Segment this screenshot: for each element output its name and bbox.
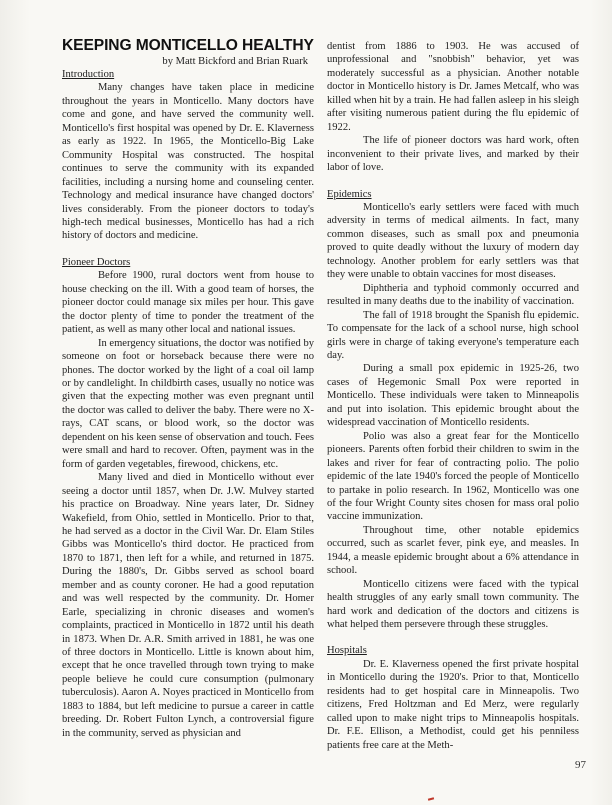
pioneer-paragraph-1: Before 1900, rural doctors went from house to house checking on the ill. With a good team of horses, the pioneer doctor could manage six miles per hour. This gave the doctor plenty of time to ponder the treatment of the patient, as well as many other local and national issues.: [62, 270, 314, 336]
epidemics-paragraph-3: The fall of 1918 brought the Spanish flu epidemic. To compensate for the lack of a school nurse, high school girls were in charge of taking everyone's temperature each day.: [327, 309, 579, 361]
hospitals-paragraph-1: Dr. E. Klaverness opened the first private hospital in Monticello during the 1920's. Prior to that, Monticello residents had to get hospital care in Minneapolis. Two citizens, Fred Holtzman and Ed Merz, were regularly called upon to make night trips to Minneapolis hospitals. Dr. F.E. Ellison, a Methodist, could get his penniless patients free care at the Meth-: [327, 658, 579, 751]
left-column: [62, 38, 314, 740]
introduction-heading: Introduction: [62, 69, 115, 80]
epidemics-paragraph-1: Monticello's early settlers were faced with much adversity in terms of medical ailments. In fact, many common diseases, such as small pox and pneumonia proved to quite deadly without the luxury of modern day technology. Another problem for early settlers was that they were unable to obtain vaccines for most diseases.: [327, 201, 579, 281]
pioneer-paragraph-4: The life of pioneer doctors was hard work, often inconvenient to their private lives, and marked by their labor of love.: [327, 135, 579, 174]
epidemics-paragraph-2: Diphtheria and typhoid commonly occurred and resulted in many deaths due to the inability of vaccination.: [327, 282, 579, 308]
article-byline: by Matt Bickford and Brian Ruark: [162, 56, 308, 67]
page-number: 97: [575, 759, 586, 771]
epidemics-heading: Epidemics: [327, 188, 372, 200]
pioneer-paragraph-3: Many lived and died in Monticello without ever seeing a doctor until 1857, when Dr. J.W. Mulvey started his practice on Broadway. Nine years later, Dr. Sidney Wakefield, from Ohio, settled in Monticello. Prior to that, he had served as a doctor in the Civil War. Dr. Elam Stiles Gibbs was Monticello's third doctor. He practiced from 1870 to 1871, then left for a while, and returned in 1875. During the 1880's, Dr. Gibbs served as school board member and as county coroner. He had a good reputation and was well respected by the community. Dr. Homer Earle, specializing in chronic diseases and women's complaints, practiced in Monticello in 1872 until his death in 1873. When Dr. A.R. Smith arrived in 1881, he was one of three doctors in Monticello. Little is known about him, except that he once travelled through town trying to make people believe he could cure consumption (pulmonary tuberculosis). Aaron A. Noyes practiced in Monticello from 1883 to 1884, but left medicine to pursue a career in cattle breeding. Dr. Robert Fulton Lynch, a controversial figure in the community, served as physician and: [62, 472, 314, 739]
epidemics-paragraph-7: Monticello citizens were faced with the typical health struggles of any early small town community. The hard work and dedication of the doctors and citizens is what helped them persevere through these struggles.: [327, 578, 579, 631]
hospitals-heading: Hospitals: [327, 645, 367, 657]
pioneer-paragraph-3-continued: dentist from 1886 to 1903. He was accused of unprofessional and "snobbish" behavior, yet was moderately successful as a physician. Another notable doctor in Monticello history is Dr. James Metcalf, who was killed when hit by a train. He had fallen asleep in his sleigh after visiting numerous patient during the flu epidemic of 1922.: [327, 41, 579, 133]
introduction-paragraph: Many changes have taken place in medicine throughout the years in Monticello. Many doctors have come and gone, and have served the community well. Monticello's first hospital was opened by Dr. E. Klaverness as early as 1922. In 1965, the Monticello-Big Lake Community Hospital was constructed. The hospital continues to serve the community with its expanded facilities, including a nursing home and counseling center. Technology and medical insurance have changed doctors' lives considerably. From the pioneer doctors to today's high-tech medical businesses, Monticello has had a rich history of doctors and medicine.: [62, 82, 314, 242]
pioneer-doctors-heading: Pioneer Doctors: [62, 256, 131, 268]
article-title: KEEPING MONTICELLO HEALTHY: [62, 37, 314, 54]
right-column: [327, 40, 579, 752]
red-ink-mark: [428, 797, 434, 800]
epidemics-paragraph-6: Throughout time, other notable epidemics occurred, such as scarlet fever, pink eye, and measles. In 1944, a measle epidemic brought about a 6% attendance in school.: [327, 524, 579, 577]
epidemics-paragraph-4: During a small pox epidemic in 1925-26, two cases of Hegemonic Small Pox were reported in Monticello. These individuals were taken to Minneapolis and put into isolation. This epidemic brought about the widespread vaccination of Monticello residents.: [327, 363, 579, 429]
epidemics-paragraph-5: Polio was also a great fear for the Monticello pioneers. Parents often forbid their children to swim in the lakes and river for fear of contracting polio. The polio epidemic of the late 1940's forced the people of Monticello to partake in polio research. In 1962, Monticello was one of the four Wright County sites chosen for mass oral polio vaccine immunization.: [327, 430, 579, 523]
pioneer-paragraph-2: In emergency situations, the doctor was notified by someone on foot or horseback because there were no phones. The doctor worked by the light of a coal oil lamp or by candlelight. In childbirth cases, usually no notice was given that the expecting mother was even pregnant until the doctor was called to deliver the baby. There were no X-rays, CAT scans, or blood work, so the doctor was dependent on his keen sense of observation and touch. Fees were small and hard to recover. Often, payment was in the form of garden vegetables, firewood, chickens, etc.: [62, 337, 314, 470]
